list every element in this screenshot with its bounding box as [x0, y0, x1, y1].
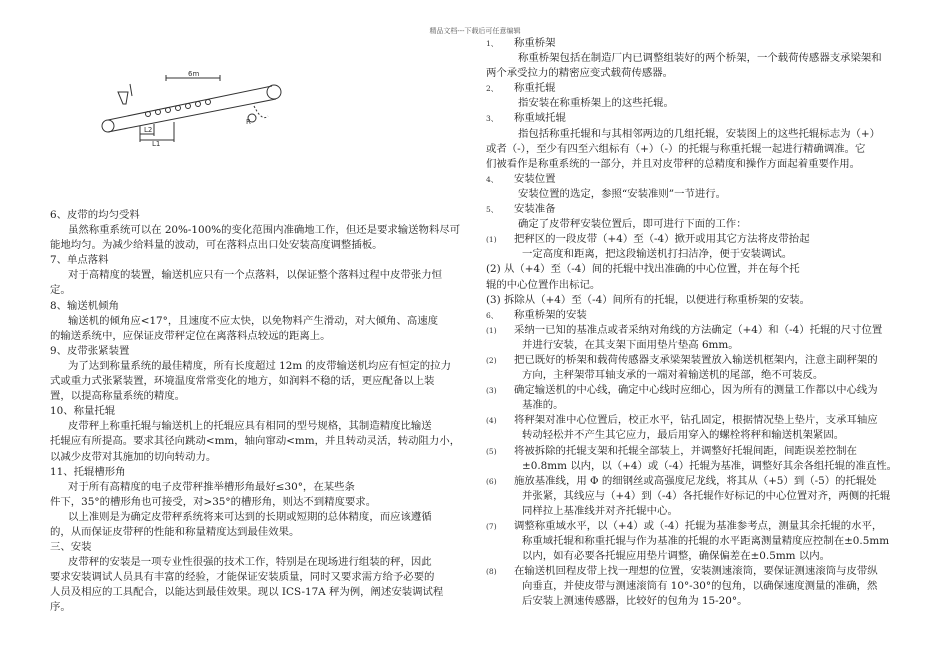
section-heading: 11、托辊槽形角 — [50, 465, 126, 478]
text-line: 虽然称重系统可以在 20%-100%的变化范围内准确地工作，但还是要求输送物料尽可 — [68, 224, 461, 237]
line-text: 安装准备 — [514, 203, 556, 216]
item-number: (1) — [486, 235, 497, 245]
text-line — [486, 579, 940, 594]
text-line: 对于高精度的装置，输送机应只有一个点落料，以保证整个落料过程中皮带张力恒 — [68, 269, 443, 282]
text-line — [486, 398, 940, 413]
line-text: 两个承受拉力的精密应变式载荷传感器。 — [486, 67, 674, 80]
item-number: (1) — [486, 325, 497, 335]
tail-pulley — [102, 120, 114, 132]
text-line — [486, 368, 940, 383]
item-number: 2、 — [486, 84, 499, 94]
belt-upper-line — [108, 86, 272, 120]
item-number: 4、 — [486, 174, 499, 184]
text-line — [486, 36, 940, 51]
text-line: 的，从而保证皮带秤的性能和称量精度达到最佳效果。 — [50, 525, 300, 538]
line-text: 称重托辊 — [514, 82, 556, 95]
text-line: 件下，35°的槽形角也可接受，对>35°的槽形角，则达不到精度要求。 — [50, 495, 377, 508]
item-number: 5、 — [486, 205, 499, 215]
item-number: (8) — [486, 567, 497, 577]
page-header: 精品文档---下载后可任意编辑 — [429, 27, 521, 35]
diagram-label-r: R — [246, 118, 251, 126]
text-line — [486, 232, 940, 247]
head-pulley — [267, 85, 281, 99]
line-text: (2) 从（+4）至（-4）间的托辊中找出准确的中心位置，并在每个托 — [486, 263, 800, 276]
text-line — [486, 323, 940, 338]
item-number: (7) — [486, 522, 497, 531]
item-number: (5) — [486, 446, 497, 456]
line-text: 确定了皮带秤安装位置后，即可进行下面的工作： — [518, 218, 747, 231]
text-line — [486, 353, 940, 368]
line-text: 将秤架对准中心位置后，校正水平，钻孔固定，根据情况垫上垫片，支承耳轴应 — [514, 414, 878, 427]
line-text: 安装位置的选定，参照“安装准则”一节进行。 — [518, 187, 727, 200]
text-line — [486, 549, 940, 564]
line-text: 称重桥架包括在制造厂内已调整组装好的两个桥架，一个载荷传感器支承梁架和 — [518, 52, 882, 65]
text-line — [486, 519, 940, 534]
text-line: 皮带秤的安装是一项专业性很强的技术工作，特别是在现场进行组装的秤，因此 — [68, 556, 432, 569]
text-line — [486, 428, 940, 443]
section-heading: 6、皮带的均匀受料 — [50, 209, 140, 221]
text-line — [486, 293, 940, 308]
text-line: 为了达到称量系统的最佳精度，所有长度超过 12m 的皮带输送机均应有恒定的拉力 — [68, 359, 451, 372]
left-column — [50, 208, 478, 616]
line-text: 后安装上测速传感器，比较好的包角为 15-20°。 — [522, 595, 748, 608]
text-line — [486, 202, 940, 217]
line-text: 或者（-），至少有四至六组标有（+）（-）的托辊与称重托辊一起进行精确调准。它 — [486, 142, 866, 155]
text-line — [486, 383, 940, 398]
text-line — [486, 278, 940, 293]
feed-hopper — [118, 92, 128, 104]
line-text: 向垂直，并使皮带与测速滚筒有 10°-30°的包角，以确保速度测量的准确，然 — [522, 580, 878, 593]
text-line — [486, 111, 940, 126]
text-line: 人员及相应的工具配合，以能达到最佳效果。现以 ICS-17A 秤为例，阐述安装调试程 — [50, 586, 444, 599]
text-line — [486, 534, 940, 549]
text-line — [486, 142, 940, 157]
line-text: 辊的中心位置作出标记。 — [486, 278, 601, 291]
line-text: 将被拆除的托辊支架和托辊全部装上，并调整好托辊间距，间距误差控制在 — [514, 444, 857, 457]
text-line — [486, 51, 940, 66]
line-text: 称重桥架 — [514, 37, 556, 49]
diagram-label-l1: L1 — [152, 140, 161, 146]
text-line — [486, 594, 940, 609]
text-line — [486, 217, 940, 232]
line-text: 安装位置 — [514, 172, 556, 185]
line-text: (3) 拆除从（+4）至（-4）间所有的托辊，以便进行称重桥架的安装。 — [486, 293, 811, 306]
text-line — [486, 247, 940, 262]
text-line: 式或重力式张紧装置，环境温度常常变化的地方，如润料不稳的话，更应配备以上装 — [50, 375, 435, 388]
section-heading: 7、单点落料 — [50, 254, 109, 267]
text-line — [486, 127, 940, 142]
text-line: 要求安装调试人员具有丰富的经验，才能保证安装质量，同时又要求需方给予必要的 — [50, 571, 435, 584]
line-text: 称重域托辊和称重托辊与作为基准的托辊的水平距离测量精度应控制在±0.5mm — [522, 535, 890, 548]
text-line — [486, 81, 940, 96]
line-text: 并进行安装，在其支架下面用垫片垫高 6mm。 — [522, 338, 739, 351]
item-number: 6、 — [486, 310, 499, 320]
text-line — [486, 66, 940, 81]
text-line — [486, 96, 940, 111]
item-number: (4) — [486, 416, 497, 426]
line-text: 把秤区的一段皮带（+4）至（-4）掀开或用其它方法将皮带抬起 — [514, 233, 810, 246]
section-heading: 三、安装 — [50, 541, 92, 554]
text-line: 定。 — [50, 284, 71, 297]
line-text: 调整称重域水平，以（+4）或（-4）托辊为基准参考点，测量其余托辊的水平， — [514, 520, 883, 532]
right-column — [486, 36, 940, 610]
text-line — [486, 444, 940, 459]
text-line: 以减少皮带对其施加的切向转动力。 — [50, 450, 217, 463]
text-line — [486, 308, 940, 323]
section-heading: 10、称量托辊 — [50, 405, 116, 418]
item-number: (3) — [486, 386, 497, 396]
item-number: 3、 — [486, 114, 499, 124]
line-text: 并张紧，其线应与（+4）到（-4）各托辊作好标记的中心位置对齐，两侧的托辊 — [522, 489, 891, 502]
text-line — [486, 489, 940, 504]
line-text: 确定输送机的中心线，确定中心线时应细心，因为所有的测量工作都以中心线为 — [514, 384, 878, 397]
text-line — [486, 459, 940, 474]
text-line — [486, 172, 940, 187]
text-line: 置，以提高称量系统的精度。 — [50, 390, 186, 403]
text-line — [486, 338, 940, 353]
text-line: 皮带秤上称重托辊与输送机上的托辊应具有相同的型号规格，其制造精度比输送 — [68, 420, 432, 433]
line-text: 在输送机回程皮带上找一理想的位置，安装测速滚筒，要保证测速滚筒与皮带纵 — [514, 565, 878, 578]
line-text: 称重桥架的安装 — [514, 308, 587, 321]
text-line — [486, 413, 940, 428]
line-text: 施放基准线，用 Φ 的细钢丝或高强度尼龙线，将其从（+5）到（-5）的托辊处 — [514, 474, 877, 487]
text-line: 输送机的倾角应<17°，且速度不应太快，以免物料产生滑动，对大倾角、高速度 — [68, 314, 439, 327]
text-line: 托辊应有所提高。要求其径向跳动<mm，轴向窜动<mm，并且转动灵活，转动阻力小， — [50, 435, 461, 448]
item-number: (6) — [486, 476, 497, 486]
text-line: 的输送系统中，应保证皮带秤定位在离落料点较远的距离上。 — [50, 329, 331, 342]
belt-scale-diagram — [96, 66, 292, 146]
line-text: 同样拉上基准线并对齐托辊中心。 — [522, 504, 678, 517]
line-text: 指安装在称重桥架上的这些托辊。 — [518, 97, 674, 110]
text-line: 序。 — [50, 601, 71, 614]
line-text: 基准的。 — [522, 399, 564, 412]
text-line: 对于所有高精度的电子皮带秤推举槽形角最好≤30°，在某些条 — [68, 480, 355, 493]
line-text: 把已既好的桥架和载荷传感器支承梁架装置放入输送机框架内，注意主副秤架的 — [514, 353, 878, 366]
text-line — [486, 187, 940, 202]
text-line — [486, 157, 940, 172]
item-number: (2) — [486, 355, 497, 365]
text-line — [486, 262, 940, 277]
line-text: 以内，如有必要各托辊应用垫片调整，确保偏差在±0.5mm 以内。 — [522, 550, 831, 563]
line-text: 转动轻松并不产生其它应力，最后用穿入的螺栓将秤和输送机架紧固。 — [522, 429, 845, 442]
section-heading: 9、皮带张紧装置 — [50, 344, 130, 357]
line-text: 一定高度和距离，把这段输送机打扫洁净，便于安装调试。 — [522, 248, 793, 261]
line-text: 指包括称重托辊和与其相邻两边的几组托辊，安装图上的这些托辊标志为（+） — [518, 127, 880, 140]
text-line: 以上准则是为确定皮带秤系统将来可达到的长期或短期的总体精度，而应该遵循 — [68, 510, 432, 523]
line-text: 称重域托辊 — [514, 112, 566, 125]
line-text: 方向，主秤架带耳轴支承的一端对着输送机的尾部，绝不可装反。 — [522, 369, 824, 382]
line-text: ±0.8mm 以内，以（+4）或（-4）托辊为基准，调整好其余各组托辊的准直性。 — [522, 459, 898, 472]
text-line — [486, 564, 940, 579]
text-line — [486, 504, 940, 519]
belt-lower-line — [108, 99, 276, 132]
diagram-label-6m: 6m — [188, 70, 200, 78]
text-line — [486, 474, 940, 489]
text-line: 能地均匀。为减少给料量的波动，可在落料点出口处安装高度调整插板。 — [50, 239, 383, 252]
line-text: 们被看作是称重系统的一部分，并且对皮带秤的总精度和操作方面起着重要作用。 — [486, 157, 861, 170]
item-number: 1、 — [486, 39, 499, 48]
diagram-label-l2: L2 — [144, 126, 153, 134]
section-heading: 8、输送机倾角 — [50, 299, 119, 312]
line-text: 采纳一已知的基准点或者采纳对角线的方法确定（+4）和（-4）托辊的尺寸位置 — [514, 323, 883, 336]
